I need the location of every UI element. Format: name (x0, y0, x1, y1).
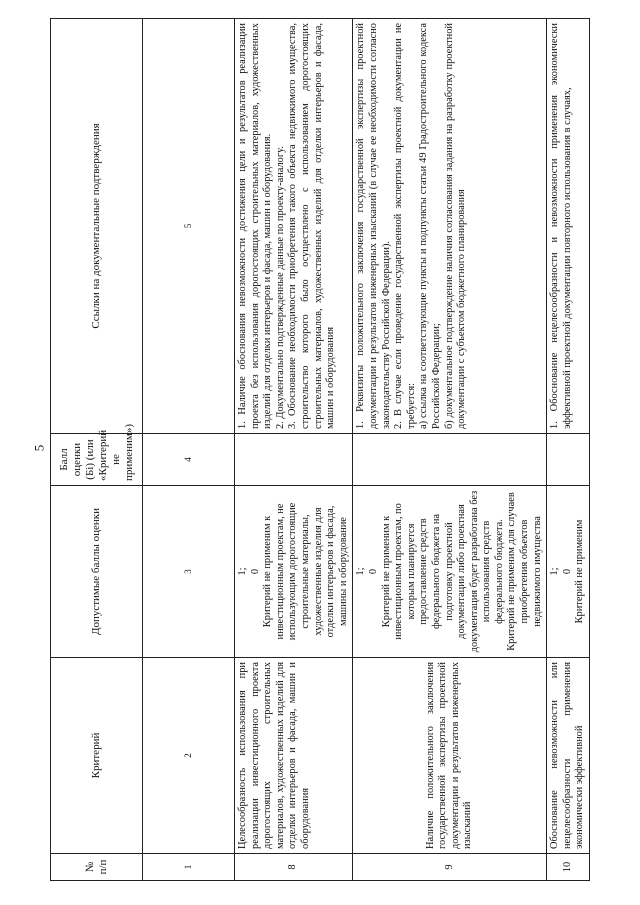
header-score: Балл оценки (Бi) (или «Критерий не применим») (51, 434, 143, 486)
allowed-scores (547, 486, 590, 658)
reference-item: б) документальное подтверждение наличия согласования задания на разработку проектной документации с субъектом бюджетного планирования (443, 23, 468, 429)
table-row-8 (235, 19, 353, 881)
page-number: 5 (31, 444, 47, 452)
score-option: 0 (561, 568, 573, 575)
score-note: Критерий не применим для случаев приобретения объектов недвижимого имущества (506, 492, 543, 651)
reference-item: 2. В случае если проведение государственной экспертизы проектной документации не требуется: (393, 23, 417, 429)
criterion-text: Наличие положительного заключения государственной экспертизы проектной документации и результатов инженерных изысканий (353, 658, 547, 854)
column-number: 4 (143, 434, 235, 486)
header-criterion: Критерий (51, 658, 143, 854)
score-option: 1; (549, 567, 561, 576)
score-option: 1; (237, 567, 248, 576)
column-number: 5 (143, 19, 235, 434)
document-references (353, 19, 547, 434)
score-note: Критерий не применим к инвестиционным проектам, не использующим дорогостоящие строительные материалы, художественные изделия для отделки интерьеров и фасада, машины и оборудование (262, 502, 349, 641)
document-references (235, 19, 353, 434)
score-option: 0 (249, 568, 261, 575)
score-value (353, 434, 547, 486)
score-option: 1; (355, 567, 367, 576)
header-num: № п/п (51, 854, 143, 881)
reference-item: а) ссылка на соответствующие пункты и подпункты статьи 49 Градостроительного кодекса Российской Федерации; (418, 23, 442, 429)
column-number: 2 (143, 658, 235, 854)
table-header-row (51, 19, 143, 881)
score-value (547, 434, 590, 486)
table-row-10 (547, 19, 590, 881)
reference-item: 1. Обоснование нецелесообразности и невозможности применения экономически эффективной проектной документации повторного использования в случаях, (549, 23, 573, 429)
reference-item: 3. Обоснование необходимости приобретения такого объекта недвижимого имущества, строительство которого было осуществлено с использованием дорогостоящих строительных материалов, художественных изделий для отделки интерьеров и фасада, машин и оборудования (287, 23, 337, 429)
row-number: 8 (235, 854, 353, 881)
allowed-scores (353, 486, 547, 658)
score-note: Критерий не применим (574, 519, 586, 624)
score-option: 0 (367, 568, 379, 575)
row-number: 10 (547, 854, 590, 881)
criteria-table (50, 18, 590, 881)
score-note: Критерий не применим к инвестиционным проектам, по которым планируется предоставление средств федерального бюджета на подготовку проектной документации либо проектная документация будет разработана без использования средств федерального бюджета. (380, 490, 505, 653)
reference-item: 1. Наличие обоснования невозможности достижения цели и результатов реализации проекта без использования дорогостоящих строительных материалов, художественных изделий для отделки интерьеров и фасада, машин и оборудования. (237, 23, 274, 429)
reference-item: 2. Документально подтвержденные данные по проекту-аналогу. (274, 146, 286, 429)
criterion-text: Целесообразность использования при реализации инвестиционного проекта дорогостоящих строительных материалов, художественных изделий для отделки интерьеров и фасада, машин и оборудования (235, 658, 353, 854)
header-refs: Ссылки на документальные подтверждения (51, 19, 143, 434)
allowed-scores (235, 486, 353, 658)
rotated-table-container (50, 19, 586, 881)
row-number: 9 (353, 854, 547, 881)
column-number: 3 (143, 486, 235, 658)
reference-item: 1. Реквизиты положительного заключения государственной экспертизы проектной документации и результатов инженерных изысканий (в случае ее необходимости согласно законодательству Российской Федерации). (355, 23, 392, 429)
column-number: 1 (143, 854, 235, 881)
criterion-text: Обоснование невозможности или нецелесообразности применения экономически эффективной (547, 658, 590, 854)
header-allowed-scores: Допустимые баллы оценки (51, 486, 143, 658)
column-number-row (143, 19, 235, 881)
score-value (235, 434, 353, 486)
table-row-9 (353, 19, 547, 881)
document-references (547, 19, 590, 434)
